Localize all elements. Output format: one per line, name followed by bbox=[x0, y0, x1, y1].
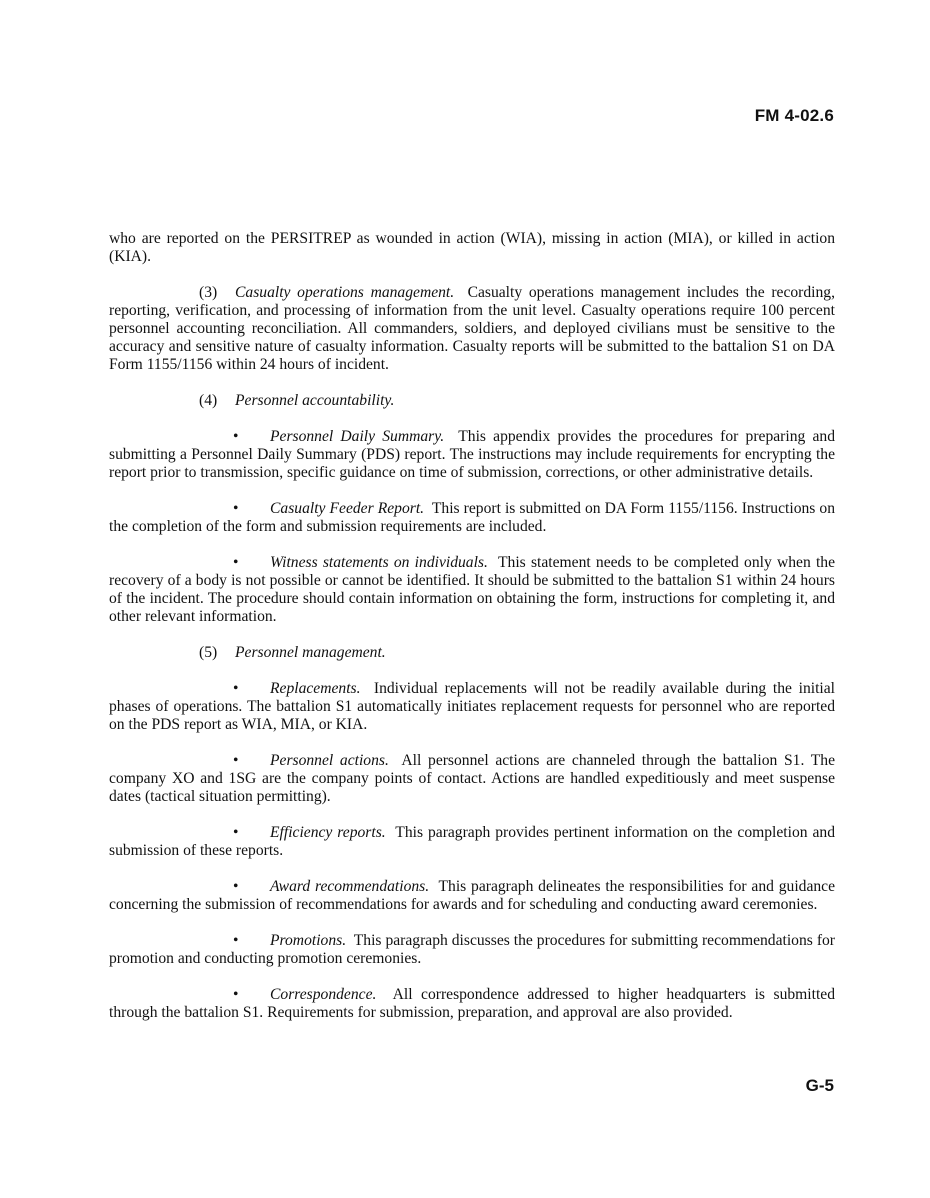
casualty-operations-paragraph bbox=[109, 284, 835, 374]
bullet-icon: • bbox=[233, 824, 239, 841]
bullet-promotions bbox=[109, 932, 835, 968]
bullet-award-recommendations bbox=[109, 878, 835, 914]
paragraph-title: Casualty operations management. bbox=[235, 284, 455, 301]
bullet-icon: • bbox=[233, 680, 239, 697]
bullet-title: Promotions. bbox=[270, 932, 347, 949]
bullet-icon: • bbox=[233, 986, 239, 1003]
bullet-icon: • bbox=[233, 932, 239, 949]
bullet-personnel-daily-summary bbox=[109, 428, 835, 482]
bullet-text: This paragraph provides pertinent information on the completion and submission of these reports. bbox=[109, 824, 836, 859]
bullet-title: Personnel Daily Summary. bbox=[270, 428, 445, 445]
bullet-icon: • bbox=[233, 554, 239, 571]
bullet-personnel-actions bbox=[109, 752, 835, 806]
bullet-text: All correspondence addressed to higher headquarters is submitted through the battalion S1. Requirements for submission, preparation, and approval are also provided. bbox=[109, 986, 836, 1021]
bullet-icon: • bbox=[233, 878, 239, 895]
paragraph-title: Personnel accountability. bbox=[235, 392, 395, 409]
bullet-text: This paragraph discusses the procedures for submitting recommendations for promotion and conducting promotion ceremonies. bbox=[109, 932, 835, 967]
bullet-title: Correspondence. bbox=[270, 986, 377, 1003]
page-body bbox=[109, 230, 835, 1040]
bullet-text: This statement needs to be completed only when the recovery of a body is not possible or cannot be identified. It should be submitted to the battalion S1 within 24 hours of the incident. The procedure should contain information on obtaining the form, instructions for completing it, and other relevant information. bbox=[109, 554, 835, 625]
bullet-icon: • bbox=[233, 428, 239, 445]
bullet-text: This report is submitted on DA Form 1155/1156. Instructions on the completion of the form and submission requirements are included. bbox=[109, 500, 836, 535]
paragraph-number: (5) bbox=[199, 644, 218, 661]
paragraph-title: Personnel management. bbox=[235, 644, 386, 661]
bullet-title: Personnel actions. bbox=[270, 752, 389, 769]
paragraph-number: (4) bbox=[199, 392, 218, 409]
bullet-title: Efficiency reports. bbox=[270, 824, 386, 841]
paragraph-number: (3) bbox=[199, 284, 218, 301]
paragraph-text: Casualty operations management includes the recording, reporting, verification, and processing of information from the unit level. Casualty operations require 100 percent personnel accounting reconciliation. All commanders, soldiers, and deployed civilians must be sensitive to the accuracy and sensitive nature of casualty information. Casualty reports will be submitted to the battalion S1 on DA Form 1155/1156 within 24 hours of incident. bbox=[109, 284, 835, 373]
bullet-title: Casualty Feeder Report. bbox=[270, 500, 425, 517]
bullet-icon: • bbox=[233, 500, 239, 517]
page-number: G-5 bbox=[805, 1076, 834, 1095]
bullet-witness-statements bbox=[109, 554, 835, 626]
personnel-management-heading bbox=[109, 644, 835, 662]
bullet-efficiency-reports bbox=[109, 824, 835, 860]
manual-id: FM 4-02.6 bbox=[754, 106, 834, 125]
bullet-casualty-feeder-report bbox=[109, 500, 835, 536]
bullet-title: Award recommendations. bbox=[270, 878, 430, 895]
personnel-accountability-heading bbox=[109, 392, 835, 410]
bullet-title: Witness statements on individuals. bbox=[270, 554, 488, 571]
bullet-correspondence bbox=[109, 986, 835, 1022]
bullet-text: All personnel actions are channeled through the battalion S1. The company XO and 1SG are the company points of contact. Actions are handled expeditiously and meet suspense dates (tactical situation permitting). bbox=[109, 752, 836, 805]
bullet-text: Individual replacements will not be readily available during the initial phases of operations. The battalion S1 automatically initiates replacement requests for personnel who are reported on the PDS report as WIA, MIA, or KIA. bbox=[109, 680, 835, 733]
continuation-paragraph: who are reported on the PERSITREP as wounded in action (WIA), missing in action (MIA), or killed in action (KIA). bbox=[109, 230, 835, 265]
bullet-icon: • bbox=[233, 752, 239, 769]
bullet-text: This appendix provides the procedures for preparing and submitting a Personnel Daily Summary (PDS) report. The instructions may include requirements for encrypting the report prior to transmission, specific guidance on time of submission, corrections, or other administrative details. bbox=[109, 428, 835, 481]
bullet-title: Replacements. bbox=[270, 680, 361, 697]
bullet-replacements bbox=[109, 680, 835, 734]
bullet-text: This paragraph delineates the responsibilities for and guidance concerning the submission of recommendations for awards and for scheduling and conducting award ceremonies. bbox=[109, 878, 836, 913]
